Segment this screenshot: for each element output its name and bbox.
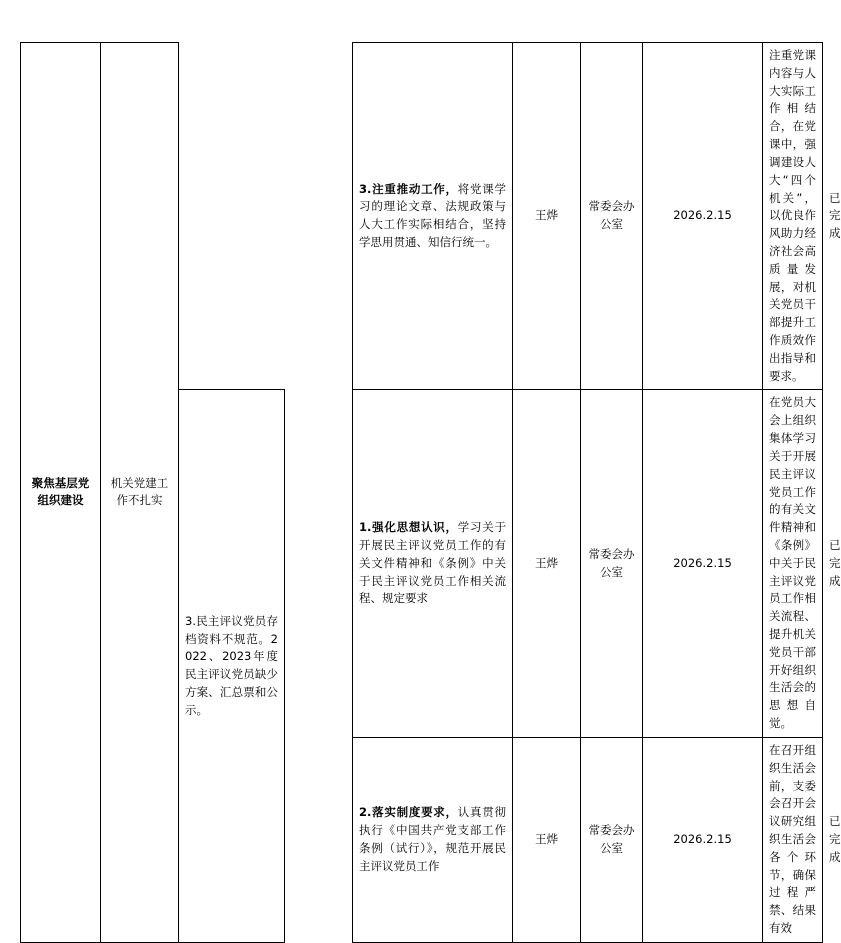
measure-cell xyxy=(353,737,513,942)
measure-cell xyxy=(353,43,513,390)
issue-title-cell: 机关党建工作不扎实 xyxy=(101,43,179,943)
measure-bold-label: 1.强化思想认识， xyxy=(359,520,458,535)
effect-cell: 在召开组织生活会前，支委会召开会议研究组织生活会各个环节，确保过程严禁、结果有效 xyxy=(763,737,823,942)
rectification-table xyxy=(20,42,841,943)
dept-cell: 常委会办公室 xyxy=(581,43,643,390)
detail-cell: 3.民主评议党员存档资料不规范。2022、2023年度民主评议党员缺少方案、汇总票和公示。 xyxy=(179,390,285,942)
dept-cell: 常委会办公室 xyxy=(581,390,643,737)
dept-cell: 常委会办公室 xyxy=(581,737,643,942)
measure-text: 将党课学习的理论文章、法规政策与人大工作实际相结合，坚持学思用贯通、知信行统一。 xyxy=(359,181,506,250)
effect-cell: 注重党课内容与人大实际工作相结合，在党课中，强调建设人大“四个机关”，以优良作风助力经济社会高质量发展，对机关党员干部提升工作质效作出指导和要求。 xyxy=(763,43,823,390)
deadline-cell: 2026.2.15 xyxy=(643,737,763,942)
table-row: 聚焦基层党组织建设 机关党建工作不扎实 3.注重推动工作，将党课学习的理论文章、法规政策与人大工作实际相结合，坚持学思用贯通、知信行统一。 王烨 常委会办公室 2026.2.15 注重党课内容与人大实际工作相结合，在党课中，强调建设人大“四个机关”，以优良作风助力经济社会高质量发展，对机关党员干部提升工作质效作出指导和要求。 已完成 xyxy=(21,43,823,390)
index-spacer-cell xyxy=(285,737,353,942)
person-cell: 王烨 xyxy=(513,737,581,942)
measure-text: 学习关于开展民主评议党员工作的有关文件精神和《条例》中关于民主评议党员工作相关流程、规定要求 xyxy=(359,520,506,606)
index-spacer-cell xyxy=(285,43,353,390)
theme-cell: 聚焦基层党组织建设 xyxy=(21,43,101,943)
detail-spacer-cell xyxy=(179,43,285,390)
table-row: 3.民主评议党员存档资料不规范。2022、2023年度民主评议党员缺少方案、汇总票和公示。 1.强化思想认识，学习关于开展民主评议党员工作的有关文件精神和《条例》中关于民主评议党员工作相关流程、规定要求 王烨 常委会办公室 2026.2.15 在党员大会上组织集体学习关于开展民主评议党员工作的有关文件精神和《条例》中关于民主评议党员工作相关流程、提升机关党员干部开好组织生活会的思想自觉。 已完成 xyxy=(21,390,823,737)
measure-bold-label: 3.注重推动工作， xyxy=(359,181,458,196)
deadline-cell: 2026.2.15 xyxy=(643,390,763,737)
table-row: 2.落实制度要求，认真贯彻执行《中国共产党支部工作条例（试行）》，规范开展民主评议党员工作 王烨 常委会办公室 2026.2.15 在召开组织生活会前，支委会召开会议研究组织生活会各个环节，确保过程严禁、结果有效 已完成 xyxy=(21,737,823,942)
effect-cell: 在党员大会上组织集体学习关于开展民主评议党员工作的有关文件精神和《条例》中关于民主评议党员工作相关流程、提升机关党员干部开好组织生活会的思想自觉。 xyxy=(763,390,823,737)
measure-cell xyxy=(353,390,513,737)
measure-bold-label: 2.落实制度要求， xyxy=(359,805,458,820)
deadline-cell: 2026.2.15 xyxy=(643,43,763,390)
person-cell: 王烨 xyxy=(513,390,581,737)
person-cell: 王烨 xyxy=(513,43,581,390)
measure-text: 认真贯彻执行《中国共产党支部工作条例（试行）》，规范开展民主评议党员工作 xyxy=(359,805,506,873)
index-spacer-cell xyxy=(285,390,353,737)
